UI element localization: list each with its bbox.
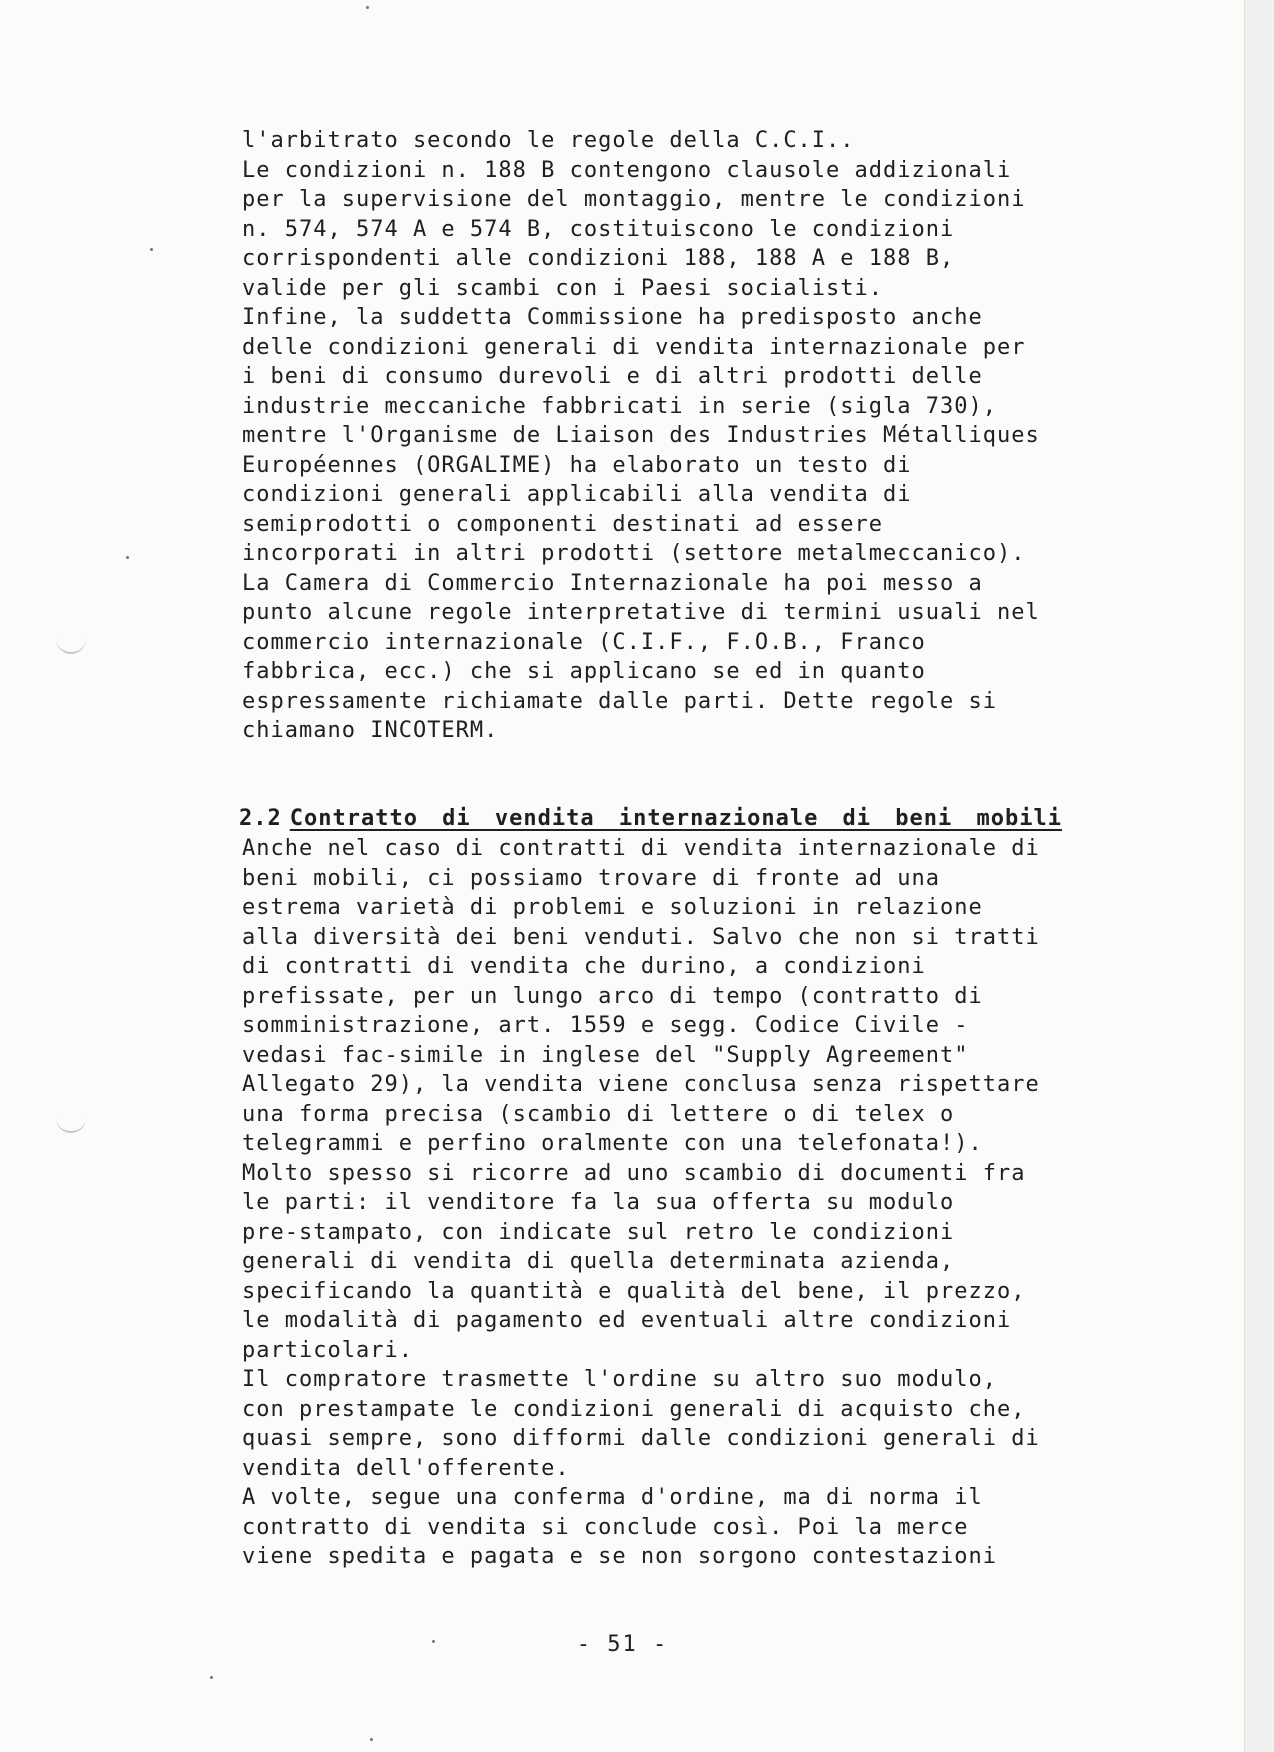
punch-hole-mark <box>56 1115 86 1133</box>
section-number: 2.2 <box>238 806 282 831</box>
section-title: Contratto di vendita internazionale di beni mobili <box>289 806 1062 831</box>
scan-edge-strip <box>1244 0 1274 1752</box>
paper-speck <box>126 556 129 559</box>
paper-speck <box>150 248 153 251</box>
paper-speck <box>210 1676 213 1679</box>
paragraph-top: l'arbitrato secondo le regole della C.C.I.. Le condizioni n. 188 B contengono clausole addizionali per la supervisione del montaggio, mentre le condizioni n. 574, 574 A e 574 B, costituiscono le condizioni corrispondenti alle condizioni 188, 188 A e 188 B, valide per gli scambi con i Paesi socialisti. Infine, la suddetta Commissione ha predisposto anche delle condizioni generali di vendita internazionale per i beni di consumo durevoli e di altri prodotti delle industrie meccaniche fabbricati in serie (sigla 730), mentre l'Organisme de Liaison des Industries Métalliques Européennes (ORGALIME) ha elaborato un testo di condizioni generali applicabili alla vendita di semiprodotti o componenti destinati ad essere incorporati in altri prodotti (settore metalmeccanico). La Camera di Commercio Internazionale ha poi messo a punto alcune regole interpretative di termini usuali nel commercio internazionale (C.I.F., F.O.B., Franco fabbrica, ecc.) che si applicano se ed in quanto espressamente richiamate dalle parti. Dette regole si chiamano INCOTERM. <box>242 128 1040 743</box>
punch-hole-mark <box>56 636 86 654</box>
paragraph-bottom: Anche nel caso di contratti di vendita internazionale di beni mobili, ci possiamo trovare di fronte ad una estrema varietà di problemi e soluzioni in relazione alla diversità dei beni venduti. Salvo che non si tratti di contratti di vendita che durino, a condizioni prefissate, per un lungo arco di tempo (contratto di somministrazione, art. 1559 e segg. Codice Civile - vedasi fac-simile in inglese del "Supply Agreement" Allegato 29), la vendita viene conclusa senza rispettare una forma precisa (scambio di lettere o di telex o telegrammi e perfino oralmente con una telefonata!). Molto spesso si ricorre ad uno scambio di documenti fra le parti: il venditore fa la sua offerta su modulo pre-stampato, con indicate sul retro le condizioni generali di vendita di quella determinata azienda, specificando la quantità e qualità del bene, il prezzo, le modalità di pagamento ed eventuali altre condizioni particolari. Il compratore trasmette l'ordine su altro suo modulo, con prestampate le condizioni generali di acquisto che, quasi sempre, sono difformi dalle condizioni generali di vendita dell'offerente. A volte, segue una conferma d'ordine, ma di norma il contratto di vendita si conclude così. Poi la merce viene spedita e pagata e se non sorgono contestazioni <box>242 836 1040 1569</box>
paper-speck <box>370 1738 373 1741</box>
page-number: - 51 - <box>576 1632 669 1657</box>
paper-speck <box>366 6 369 9</box>
